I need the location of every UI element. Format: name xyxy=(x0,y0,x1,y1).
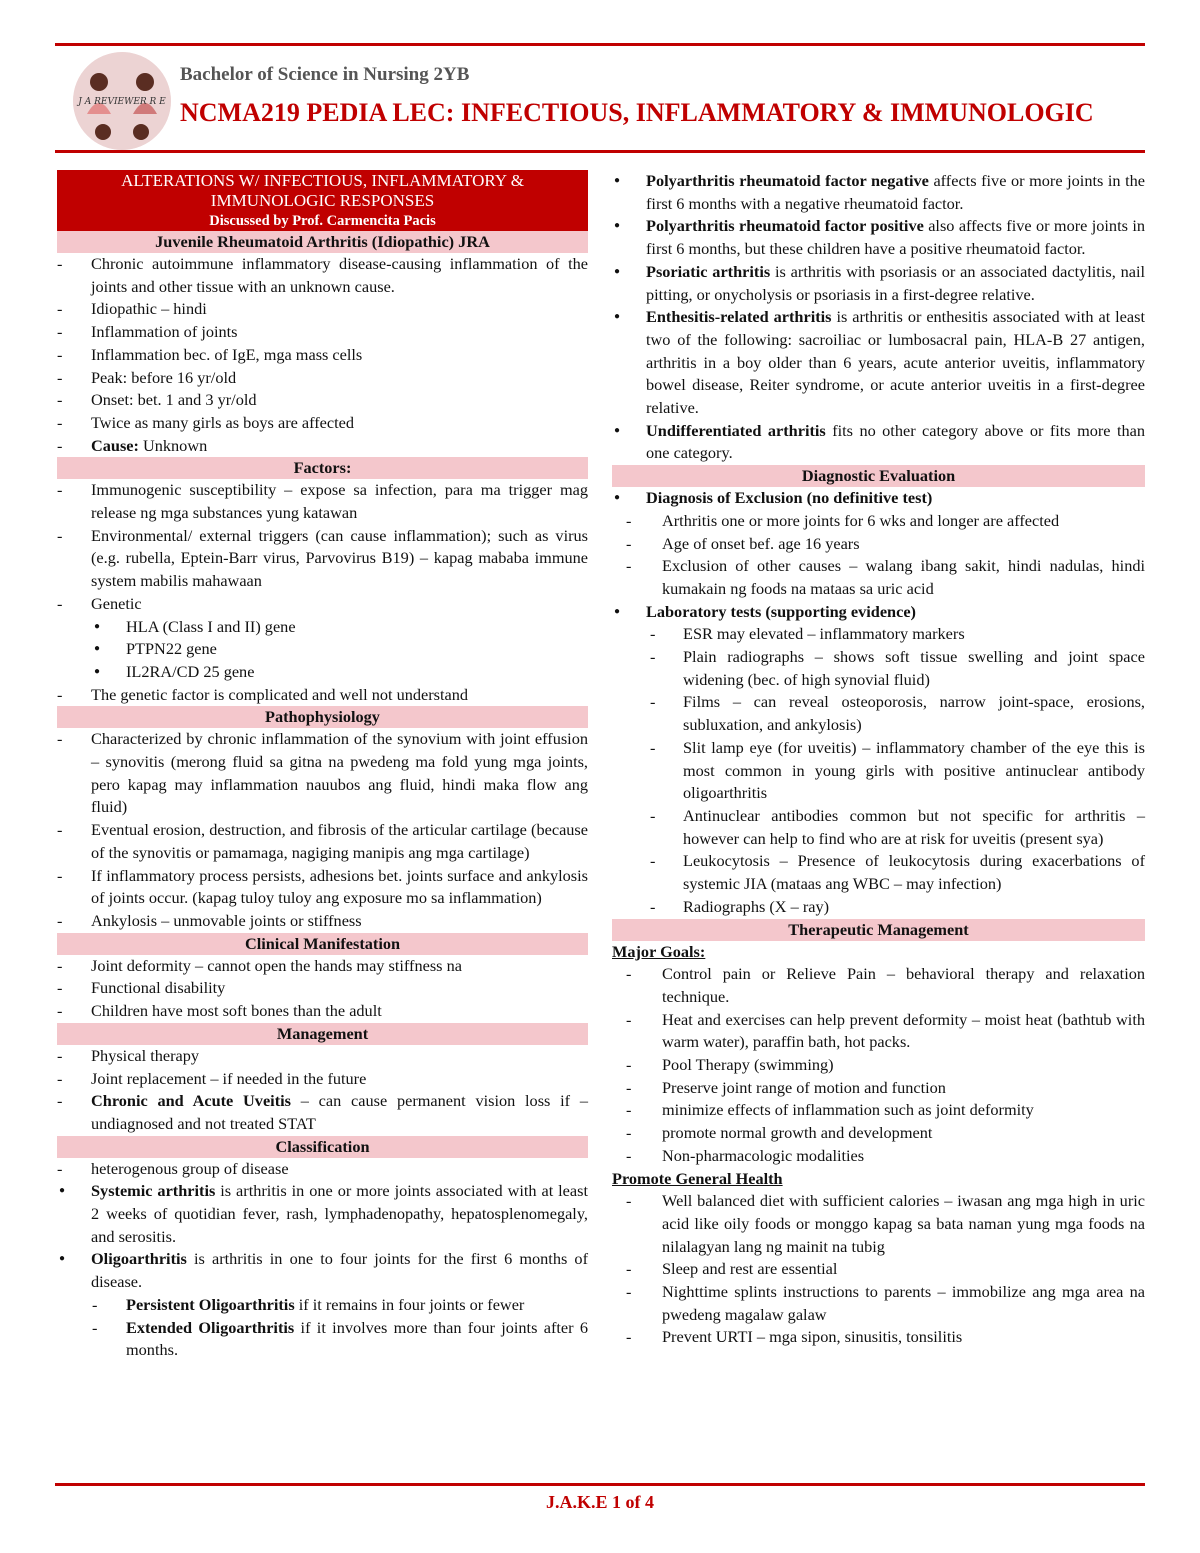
lab-item: - Leukocytosis – Presence of leukocytosis during exacerbations of systemic JIA (mataas ang WBC – may infection) xyxy=(612,850,1145,895)
lab-item: - Plain radiographs – shows soft tissue swelling and joint space widening (bec. of high synovial fluid) xyxy=(612,646,1145,691)
type-text: also affects five or more joints in first 6 months, but these children have a positive rheumatoid factor. xyxy=(646,216,1145,259)
list-item-cause xyxy=(57,435,588,458)
lab-heading xyxy=(612,601,1145,624)
list-item: - Ankylosis – unmovable joints or stiffness xyxy=(57,910,588,933)
extended-item xyxy=(57,1317,588,1362)
lab-item: - Antinuclear antibodies common but not specific for arthritis – however can help to find who are at risk for uveitis (present sya) xyxy=(612,805,1145,850)
section-pathophysiology: Pathophysiology xyxy=(57,706,588,728)
list-item: - The genetic factor is complicated and well not understand xyxy=(57,684,588,707)
lab-item: - Slit lamp eye (for uveitis) – inflammatory chamber of the eye this is most common in young girls with positive antinuclear antibody oligoarthritis xyxy=(612,737,1145,805)
systemic-item xyxy=(57,1180,588,1248)
list-item: - Idiopathic – hindi xyxy=(57,298,588,321)
section-management: Management xyxy=(57,1023,588,1045)
list-item: - Characterized by chronic inflammation of the synovium with joint effusion – synovitis (merong fluid sa gitna na pwedeng ma fold yung mga joints, pero kapag may inflammation nauubos ang fluid, hindi maka flow ang fluid) xyxy=(57,728,588,819)
section-clinical-manifestation: Clinical Manifestation xyxy=(57,933,588,955)
right-column xyxy=(612,170,1145,1349)
gene-item: ● HLA (Class I and II) gene xyxy=(57,616,588,639)
lab-item: - Radiographs (X – ray) xyxy=(612,896,1145,919)
type-label: Polyarthritis rheumatoid factor negative xyxy=(646,171,929,190)
section-factors: Factors: xyxy=(57,457,588,479)
major-goals-label: Major Goals: xyxy=(612,941,706,961)
discussed-by: Discussed by Prof. Carmencita Pacis xyxy=(209,213,436,229)
list-item: - Peak: before 16 yr/old xyxy=(57,367,588,390)
oligo-label: Oligoarthritis xyxy=(91,1249,187,1269)
persistent-item xyxy=(57,1294,588,1317)
type-item xyxy=(612,170,1145,215)
svg-text:J A REVIEWER R E: J A REVIEWER R E xyxy=(78,97,166,107)
type-label: Enthesitis-related arthritis xyxy=(646,307,832,327)
exclusion-label: Diagnosis of Exclusion (no definitive test) xyxy=(646,488,933,508)
left-column xyxy=(57,170,588,1362)
section-diagnostic-evaluation: Diagnostic Evaluation xyxy=(612,465,1145,487)
list-item: - Eventual erosion, destruction, and fibrosis of the articular cartilage (because of the synovitis or pamamaga, nagiging manipis ang mga cartilage) xyxy=(57,819,588,864)
logo-artwork xyxy=(73,52,171,150)
logo xyxy=(73,52,171,150)
goal-item: - promote normal growth and development xyxy=(612,1122,1145,1145)
list-item: - Children have most soft bones than the adult xyxy=(57,1000,588,1023)
uveitis-label: Chronic and Acute Uveitis xyxy=(91,1091,291,1111)
main-heading xyxy=(57,170,588,231)
course-subtitle: Bachelor of Science in Nursing 2YB xyxy=(180,64,470,85)
persistent-text: if it remains in four joints or fewer xyxy=(294,1294,525,1314)
list-item: - Environmental/ external triggers (can cause inflammation); such as virus (e.g. rubella, Eptein-Barr virus, Parvovirus B19) – kapag mababa immune system mabilis mahawaan xyxy=(57,525,588,593)
section-therapeutic-management: Therapeutic Management xyxy=(612,919,1145,941)
list-item: - Genetic xyxy=(57,593,588,616)
list-item: - Arthritis one or more joints for 6 wks and longer are affected xyxy=(612,510,1145,533)
type-text: affects five or more joints in the first 6 months with a negative rheumatoid factor. xyxy=(646,171,1145,213)
cause-label: Cause: xyxy=(91,435,139,455)
extended-text: if it involves more than four joints after 6 months. xyxy=(126,1317,588,1360)
lab-item: - Films – can reveal osteoporosis, narrow joint-space, erosions, subluxation, and ankylosis) xyxy=(612,691,1145,736)
header-bottom-rule xyxy=(55,150,1145,153)
systemic-label: Systemic arthritis xyxy=(91,1181,216,1201)
section-jra: Juvenile Rheumatoid Arthritis (Idiopathic) JRA xyxy=(57,231,588,253)
list-item: - Inflammation bec. of IgE, mga mass cells xyxy=(57,344,588,367)
list-item: - Joint deformity – cannot open the hands may stiffness na xyxy=(57,955,588,978)
page-title: NCMA219 PEDIA LEC: INFECTIOUS, INFLAMMATORY & IMMUNOLOGIC xyxy=(180,98,1094,127)
type-item xyxy=(612,420,1145,465)
health-item: - Sleep and rest are essential xyxy=(612,1258,1145,1281)
extended-label: Extended Oligoarthritis xyxy=(126,1317,295,1337)
gene-item: ● PTPN22 gene xyxy=(57,638,588,661)
goal-item: - Control pain or Relieve Pain – behavioral therapy and relaxation technique. xyxy=(612,963,1145,1008)
type-label: Psoriatic arthritis xyxy=(646,261,771,281)
header-top-rule xyxy=(55,43,1145,46)
type-item xyxy=(612,261,1145,306)
goal-item: - Non-pharmacologic modalities xyxy=(612,1145,1145,1168)
type-label: Polyarthritis rheumatoid factor positive xyxy=(646,216,924,236)
goal-item: - Heat and exercises can help prevent deformity – moist heat (bathtub with warm water), paraffin bath, hot packs. xyxy=(612,1009,1145,1054)
page-footer: J.A.K.E 1 of 4 xyxy=(546,1492,654,1512)
health-item: - Well balanced diet with sufficient calories – iwasan ang mga high in uric acid like oily foods or monggo kapag sa bata naman yung mga foods na nilalagyan lang ng mainit na tubig xyxy=(612,1190,1145,1258)
goal-item: - Preserve joint range of motion and function xyxy=(612,1077,1145,1100)
persistent-label: Persistent Oligoarthritis xyxy=(126,1294,295,1314)
list-item: - Twice as many girls as boys are affected xyxy=(57,412,588,435)
list-item: - If inflammatory process persists, adhesions bet. joints surface and ankylosis of joints occur. (kapag tuloy tuloy ang exposure mo sa inflammation) xyxy=(57,865,588,910)
footer-rule xyxy=(55,1483,1145,1486)
type-label: Undifferentiated arthritis xyxy=(646,420,826,440)
cause-text: Unknown xyxy=(138,435,208,455)
list-item: - Onset: bet. 1 and 3 yr/old xyxy=(57,389,588,412)
type-item xyxy=(612,215,1145,260)
section-classification: Classification xyxy=(57,1136,588,1158)
systemic-text: is arthritis in one or more joints associated with at least 2 weeks of quotidian fever, rash, lymphadenopathy, hepatosplenomegaly, and serositis. xyxy=(91,1181,588,1246)
health-item: - Prevent URTI – mga sipon, sinusitis, tonsilitis xyxy=(612,1326,1145,1349)
oligo-text: is arthritis in one to four joints for the first 6 months of disease. xyxy=(91,1249,588,1292)
list-item: - Immunogenic susceptibility – expose sa infection, para ma trigger mag release ng mga substances yung katawan xyxy=(57,479,588,524)
list-item: - Physical therapy xyxy=(57,1045,588,1068)
list-item: - Age of onset bef. age 16 years xyxy=(612,533,1145,556)
type-text: is arthritis with psoriasis or an associated dactylitis, nail pitting, or onycholysis or psoriasis in a first-degree relative. xyxy=(646,261,1145,304)
list-item: - heterogenous group of disease xyxy=(57,1158,588,1181)
list-item: - Inflammation of joints xyxy=(57,321,588,344)
goal-item: - minimize effects of inflammation such as joint deformity xyxy=(612,1099,1145,1122)
type-text: is arthritis or enthesitis associated with at least two of the following: sacroiliac or lumbosacral pain, HLA-B 27 antigen, arthritis in a boy older than 6 years, acute anterior uveitis, inflammatory bowel disease, Reiter syndrome, or acute anterior uveitis in a first-degree relative. xyxy=(646,307,1145,418)
general-health-label: Promote General Health xyxy=(612,1168,783,1188)
health-item: - Nighttime splints instructions to parents – immobilize ang mga area na pwedeng magalaw galaw xyxy=(612,1281,1145,1326)
list-item-uveitis xyxy=(57,1090,588,1135)
list-item: - Chronic autoimmune inflammatory disease-causing inflammation of the joints and other tissue with an unknown cause. xyxy=(57,253,588,298)
type-item xyxy=(612,306,1145,420)
oligo-item xyxy=(57,1248,588,1293)
lab-label: Laboratory tests (supporting evidence) xyxy=(646,601,916,621)
list-item: - Joint replacement – if needed in the future xyxy=(57,1068,588,1091)
type-text: fits no other category above or fits more than one category. xyxy=(646,420,1145,463)
main-heading-text: ALTERATIONS W/ INFECTIOUS, INFLAMMATORY & IMMUNOLOGIC RESPONSES xyxy=(121,171,524,210)
goal-item: - Pool Therapy (swimming) xyxy=(612,1054,1145,1077)
list-item: - Exclusion of other causes – walang ibang sakit, hindi nadulas, hindi kumakain ng foods na mataas sa uric acid xyxy=(612,555,1145,600)
lab-item: - ESR may elevated – inflammatory markers xyxy=(612,623,1145,646)
list-item: - Functional disability xyxy=(57,977,588,1000)
uveitis-text: – can cause permanent vision loss if – undiagnosed and not treated STAT xyxy=(91,1091,588,1133)
exclusion-heading xyxy=(612,487,1145,510)
gene-item: ● IL2RA/CD 25 gene xyxy=(57,661,588,684)
